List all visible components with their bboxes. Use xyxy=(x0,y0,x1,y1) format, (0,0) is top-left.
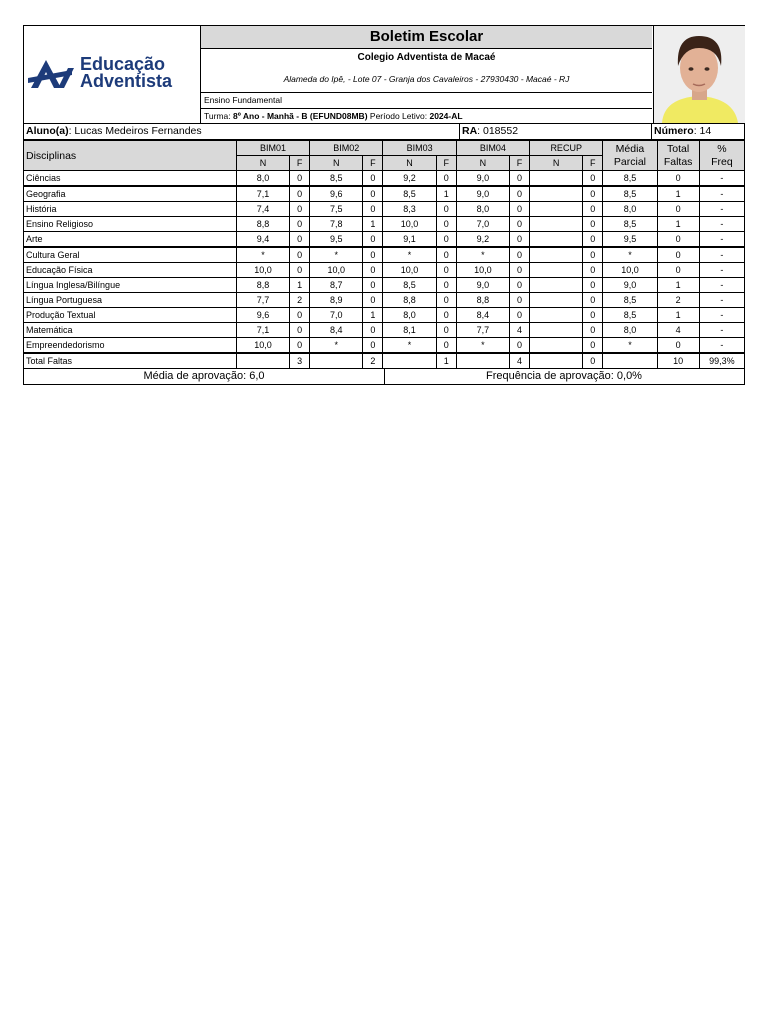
absence-cell: 0 xyxy=(290,338,310,354)
subject-cell: Ensino Religioso xyxy=(24,217,237,232)
subject-cell: Língua Inglesa/Bilíngue xyxy=(24,278,237,293)
student-name: : Lucas Medeiros Fernandes xyxy=(68,125,202,137)
freq-cell: - xyxy=(699,308,744,323)
absence-cell: 3 xyxy=(290,353,310,369)
grade-cell xyxy=(236,353,289,369)
logo-text-line1: Educação xyxy=(80,54,166,74)
school-name: Colegio Adventista de Macaé xyxy=(357,52,496,63)
media-cell: * xyxy=(603,338,657,354)
grade-cell: 9,6 xyxy=(236,308,289,323)
grade-cell: 9,6 xyxy=(310,186,363,202)
absence-cell: 0 xyxy=(583,278,603,293)
grade-cell: 10,0 xyxy=(310,263,363,278)
subject-cell: Cultura Geral xyxy=(24,247,237,263)
absence-cell: 0 xyxy=(290,263,310,278)
absence-cell: 0 xyxy=(436,293,456,308)
disciplinas-header: Disciplinas xyxy=(24,141,237,171)
subject-cell: História xyxy=(24,202,237,217)
grade-cell: 7,5 xyxy=(310,202,363,217)
absence-cell: 0 xyxy=(509,278,529,293)
total-faltas-cell: 0 xyxy=(657,247,699,263)
grade-cell: 8,4 xyxy=(310,323,363,338)
period-header: BIM03 xyxy=(383,141,456,156)
absence-cell: 0 xyxy=(509,293,529,308)
absence-cell: 0 xyxy=(583,171,603,187)
media-cell: 10,0 xyxy=(603,263,657,278)
subject-cell: Matemática xyxy=(24,323,237,338)
grade-cell: 10,0 xyxy=(383,217,436,232)
n-header: N xyxy=(456,156,509,171)
absence-cell: 0 xyxy=(436,232,456,248)
media-cell: 8,0 xyxy=(603,323,657,338)
grade-cell xyxy=(530,353,583,369)
frequencia-aprovacao: Frequência de aprovação: 0,0% xyxy=(486,370,642,382)
grade-cell: * xyxy=(236,247,289,263)
absence-cell: 0 xyxy=(436,323,456,338)
class-info xyxy=(201,109,652,123)
total-faltas-cell: 2 xyxy=(657,293,699,308)
absence-cell: 0 xyxy=(363,263,383,278)
logo-text-line2: Adventista xyxy=(80,71,173,91)
absence-cell: 0 xyxy=(509,186,529,202)
grade-cell: 9,5 xyxy=(310,232,363,248)
table-row xyxy=(24,323,745,338)
grade-cell: * xyxy=(456,247,509,263)
ra-label: RA xyxy=(462,125,478,137)
grade-cell: 9,2 xyxy=(383,171,436,187)
absence-cell: 0 xyxy=(290,232,310,248)
absence-cell: 0 xyxy=(509,247,529,263)
grade-cell: 8,8 xyxy=(456,293,509,308)
n-header: N xyxy=(383,156,436,171)
school-address: Alameda do Ipê, - Lote 07 - Granja dos Cavaleiros - 27930430 - Macaé - RJ xyxy=(201,67,652,93)
report-header xyxy=(23,25,745,124)
grade-cell: 7,8 xyxy=(310,217,363,232)
absence-cell: 1 xyxy=(363,217,383,232)
subject-cell: Total Faltas xyxy=(24,353,237,369)
total-faltas-cell: 0 xyxy=(657,338,699,354)
approval-footer xyxy=(23,369,745,385)
absence-cell: 0 xyxy=(436,338,456,354)
freq-cell: - xyxy=(699,247,744,263)
grade-cell: 8,4 xyxy=(456,308,509,323)
grade-cell xyxy=(456,353,509,369)
total-faltas-cell: 1 xyxy=(657,278,699,293)
grade-cell xyxy=(530,186,583,202)
absence-cell: 0 xyxy=(436,308,456,323)
table-row xyxy=(24,247,745,263)
table-row xyxy=(24,171,745,187)
logo-mark-icon xyxy=(28,58,76,92)
grade-cell: 8,0 xyxy=(456,202,509,217)
report-title: Boletim Escolar xyxy=(201,26,652,49)
absence-cell: 0 xyxy=(363,338,383,354)
absence-cell: 1 xyxy=(436,353,456,369)
absence-cell: 0 xyxy=(583,263,603,278)
absence-cell: 0 xyxy=(436,247,456,263)
media-cell: 8,5 xyxy=(603,171,657,187)
freq-cell: - xyxy=(699,338,744,354)
grade-cell xyxy=(530,278,583,293)
absence-cell: 0 xyxy=(509,338,529,354)
grade-cell: 9,0 xyxy=(456,186,509,202)
absence-cell: 0 xyxy=(363,293,383,308)
grade-cell xyxy=(530,217,583,232)
media-cell: 8,5 xyxy=(603,217,657,232)
grade-cell: 7,7 xyxy=(456,323,509,338)
absence-cell: 0 xyxy=(290,217,310,232)
table-row xyxy=(24,338,745,354)
subject-cell: Empreendedorismo xyxy=(24,338,237,354)
absence-cell: 0 xyxy=(583,247,603,263)
grade-cell: 9,0 xyxy=(456,171,509,187)
absence-cell: 0 xyxy=(583,186,603,202)
student-name-label: Aluno(a) xyxy=(26,125,69,137)
grade-cell: 10,0 xyxy=(456,263,509,278)
grade-cell: 8,3 xyxy=(383,202,436,217)
subject-cell: Ciências xyxy=(24,171,237,187)
total-faltas-cell: 1 xyxy=(657,186,699,202)
grade-cell xyxy=(530,202,583,217)
total-faltas-cell: 1 xyxy=(657,308,699,323)
absence-cell: 0 xyxy=(583,202,603,217)
absence-cell: 0 xyxy=(363,323,383,338)
grade-cell xyxy=(530,338,583,354)
freq-cell: - xyxy=(699,171,744,187)
grade-cell: * xyxy=(383,338,436,354)
n-header: N xyxy=(236,156,289,171)
student-info xyxy=(23,124,745,140)
table-row xyxy=(24,308,745,323)
absence-cell: 4 xyxy=(509,353,529,369)
student-photo xyxy=(653,26,745,123)
total-faltas-cell: 0 xyxy=(657,263,699,278)
grade-cell: 8,5 xyxy=(383,186,436,202)
absence-cell: 0 xyxy=(290,186,310,202)
grades-body xyxy=(24,171,745,369)
absence-cell: 0 xyxy=(436,263,456,278)
media-cell: * xyxy=(603,247,657,263)
grade-cell xyxy=(310,353,363,369)
f-header: F xyxy=(509,156,529,171)
absence-cell: 0 xyxy=(509,217,529,232)
table-row xyxy=(24,186,745,202)
education-level: Ensino Fundamental xyxy=(201,93,652,109)
absence-cell: 2 xyxy=(290,293,310,308)
grade-cell: 8,5 xyxy=(310,171,363,187)
grade-cell xyxy=(530,293,583,308)
media-parcial-header: Média Parcial xyxy=(603,141,657,171)
total-faltas-cell: 0 xyxy=(657,232,699,248)
f-header: F xyxy=(290,156,310,171)
absence-cell: 0 xyxy=(509,202,529,217)
absence-cell: 4 xyxy=(509,323,529,338)
subject-cell: Educação Física xyxy=(24,263,237,278)
period-header: RECUP xyxy=(530,141,603,156)
total-faltas-cell: 0 xyxy=(657,171,699,187)
absence-cell: 0 xyxy=(363,278,383,293)
grade-cell xyxy=(530,247,583,263)
absence-cell: 0 xyxy=(436,278,456,293)
absence-cell: 0 xyxy=(436,202,456,217)
grade-cell: 10,0 xyxy=(236,263,289,278)
period-header: BIM04 xyxy=(456,141,529,156)
total-faltas-header: Total Faltas xyxy=(657,141,699,171)
grade-cell: 7,1 xyxy=(236,323,289,338)
grade-cell: 7,0 xyxy=(456,217,509,232)
grade-cell: 10,0 xyxy=(383,263,436,278)
total-faltas-cell: 0 xyxy=(657,202,699,217)
school-logo xyxy=(24,26,201,123)
f-header: F xyxy=(583,156,603,171)
media-cell: 8,5 xyxy=(603,186,657,202)
absence-cell: 0 xyxy=(363,232,383,248)
grade-cell: * xyxy=(310,338,363,354)
absence-cell: 0 xyxy=(583,353,603,369)
f-header: F xyxy=(436,156,456,171)
absence-cell: 0 xyxy=(509,263,529,278)
absence-cell: 2 xyxy=(363,353,383,369)
grade-cell: * xyxy=(383,247,436,263)
grade-cell: 7,7 xyxy=(236,293,289,308)
total-faltas-cell: 10 xyxy=(657,353,699,369)
freq-cell: - xyxy=(699,217,744,232)
grade-cell: 8,9 xyxy=(310,293,363,308)
freq-cell: - xyxy=(699,263,744,278)
grade-cell xyxy=(530,263,583,278)
absence-cell: 0 xyxy=(290,308,310,323)
grade-cell: 7,1 xyxy=(236,186,289,202)
n-header: N xyxy=(310,156,363,171)
subject-cell: Língua Portuguesa xyxy=(24,293,237,308)
absence-cell: 0 xyxy=(583,293,603,308)
absence-cell: 0 xyxy=(436,171,456,187)
absence-cell: 0 xyxy=(290,323,310,338)
absence-cell: 0 xyxy=(363,202,383,217)
grade-cell: 8,0 xyxy=(236,171,289,187)
absence-cell: 0 xyxy=(290,171,310,187)
absence-cell: 1 xyxy=(363,308,383,323)
grade-cell xyxy=(530,171,583,187)
grade-cell xyxy=(530,308,583,323)
freq-cell: - xyxy=(699,186,744,202)
turma-label: Turma: xyxy=(204,111,231,121)
table-row xyxy=(24,202,745,217)
absence-cell: 1 xyxy=(290,278,310,293)
grade-cell xyxy=(530,232,583,248)
freq-header: % Freq xyxy=(699,141,744,171)
absence-cell: 0 xyxy=(509,232,529,248)
media-cell: 8,0 xyxy=(603,202,657,217)
absence-cell: 0 xyxy=(290,202,310,217)
subject-cell: Produção Textual xyxy=(24,308,237,323)
freq-cell: - xyxy=(699,278,744,293)
total-faltas-cell: 1 xyxy=(657,217,699,232)
absence-cell: 0 xyxy=(583,338,603,354)
absence-cell: 0 xyxy=(290,247,310,263)
n-header: N xyxy=(530,156,583,171)
table-row xyxy=(24,293,745,308)
period-header: BIM02 xyxy=(310,141,383,156)
media-aprovacao: Média de aprovação: 6,0 xyxy=(24,369,385,384)
absence-cell: 0 xyxy=(363,186,383,202)
absence-cell: 0 xyxy=(583,232,603,248)
total-faltas-cell: 4 xyxy=(657,323,699,338)
number-value: : 14 xyxy=(693,125,712,137)
grade-cell: * xyxy=(456,338,509,354)
table-row xyxy=(24,278,745,293)
total-row xyxy=(24,353,745,369)
turma-value: 8º Ano - Manhã - B (EFUND08MB) xyxy=(232,111,368,121)
grade-cell: 7,4 xyxy=(236,202,289,217)
freq-cell: 99,3% xyxy=(699,353,744,369)
grade-cell: 8,5 xyxy=(383,278,436,293)
absence-cell: 0 xyxy=(583,217,603,232)
f-header: F xyxy=(363,156,383,171)
absence-cell: 0 xyxy=(363,247,383,263)
grade-cell: 10,0 xyxy=(236,338,289,354)
grade-cell: 9,0 xyxy=(456,278,509,293)
absence-cell: 0 xyxy=(363,171,383,187)
absence-cell: 0 xyxy=(436,217,456,232)
media-cell: 8,5 xyxy=(603,308,657,323)
freq-cell: - xyxy=(699,202,744,217)
periodo-label: Período Letivo: xyxy=(369,111,428,121)
grade-cell: 7,0 xyxy=(310,308,363,323)
media-cell: 9,0 xyxy=(603,278,657,293)
freq-cell: - xyxy=(699,293,744,308)
media-cell: 8,5 xyxy=(603,293,657,308)
report-card xyxy=(23,25,745,385)
media-cell: 9,5 xyxy=(603,232,657,248)
subject-cell: Geografia xyxy=(24,186,237,202)
media-cell xyxy=(603,353,657,369)
grade-cell: 8,7 xyxy=(310,278,363,293)
grade-cell: 8,8 xyxy=(383,293,436,308)
absence-cell: 0 xyxy=(583,308,603,323)
freq-cell: - xyxy=(699,323,744,338)
grade-cell xyxy=(530,323,583,338)
subject-cell: Arte xyxy=(24,232,237,248)
absence-cell: 0 xyxy=(583,323,603,338)
absence-cell: 1 xyxy=(436,186,456,202)
grade-cell: 9,1 xyxy=(383,232,436,248)
periodo-value: 2024-AL xyxy=(429,111,463,121)
grade-cell: 8,8 xyxy=(236,278,289,293)
absence-cell: 0 xyxy=(509,308,529,323)
grade-cell: 8,8 xyxy=(236,217,289,232)
table-row xyxy=(24,263,745,278)
period-header: BIM01 xyxy=(236,141,309,156)
grade-cell: 9,2 xyxy=(456,232,509,248)
table-row xyxy=(24,232,745,248)
grade-cell: 8,0 xyxy=(383,308,436,323)
grade-cell: 9,4 xyxy=(236,232,289,248)
ra-value: : 018552 xyxy=(477,125,519,137)
freq-cell: - xyxy=(699,232,744,248)
table-row xyxy=(24,217,745,232)
number-label: Número xyxy=(654,125,694,137)
grades-table xyxy=(23,140,745,369)
grade-cell: * xyxy=(310,247,363,263)
grade-cell xyxy=(383,353,436,369)
grade-cell: 8,1 xyxy=(383,323,436,338)
absence-cell: 0 xyxy=(509,171,529,187)
